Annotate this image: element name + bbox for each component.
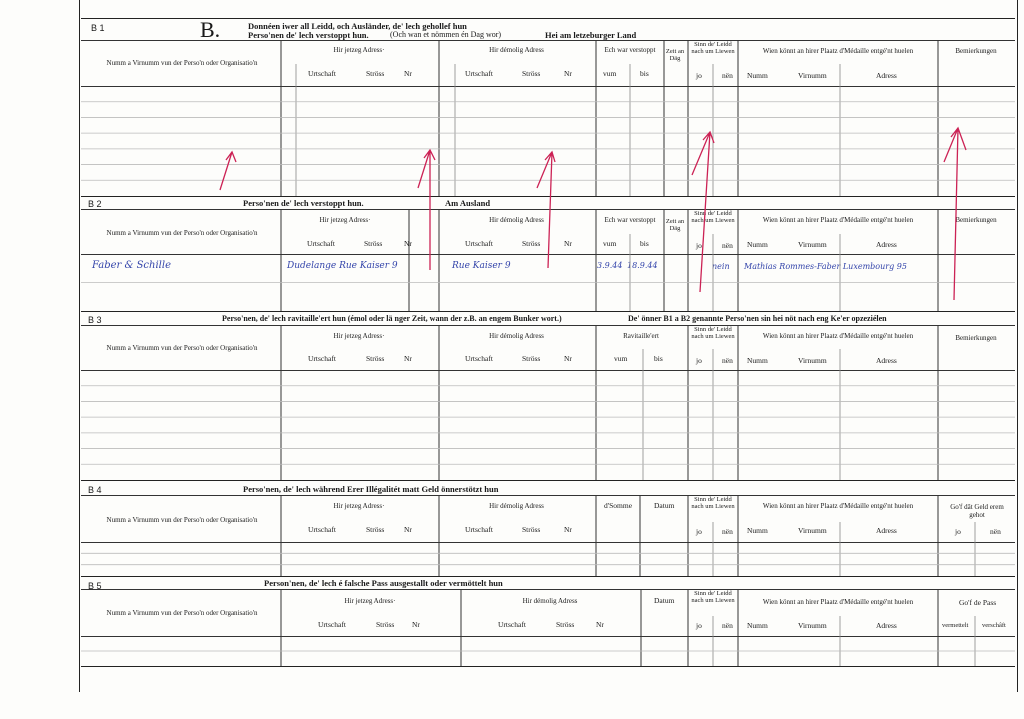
b4-firstname: Virnumm [798,526,827,535]
b4-old-street: Ströss [522,525,541,534]
b5-firstname: Virnumm [798,621,827,630]
b3-name-col-header: Numm a Virnumm vun der Perso'n oder Organisatio'n [106,344,258,352]
b2-address: Adress [876,240,897,249]
b2-hand-status: nein [712,262,730,271]
b2-old-street: Ströss [522,239,541,248]
b2-to: bis [640,239,649,248]
section-b3-title2: De' önner B1 a B2 genannte Perso'nen sin hei nöt nach eng Ke'er opzeziélen [628,314,887,323]
b2-old-town: Urtschaft [465,239,493,248]
section-b2-title: Perso'nen de' lech verstoppt hun. [243,198,364,208]
b5-nr: Nr [412,620,420,629]
form-title-place: Hei am letzeburger Land [545,30,637,40]
b4-name: Numm [747,526,768,535]
b2-no: nën [722,241,733,250]
b2-hand-old: Rue Kaiser 9 [452,261,511,271]
b2-hand-from: 3.9.44 [597,261,623,270]
b4-given-yes: jo [955,527,961,536]
b4-address: Adress [876,526,897,535]
b2-name: Numm [747,240,768,249]
b1-days-header: Zeit an Däg [665,48,685,63]
b5-old-street: Ströss [556,620,575,629]
b3-to: bis [654,354,663,363]
red-arrow-3 [537,152,555,268]
b1-nr: Nr [404,69,412,78]
b5-date-header: Datum [654,596,675,605]
b4-old-nr: Nr [564,525,572,534]
b4-street: Ströss [366,525,385,534]
b3-yes: jo [696,356,702,365]
b1-hid-header: Ech war verstoppt [604,46,656,54]
b5-name: Numm [747,621,768,630]
b2-name-col-header: Numm a Virnumm vun der Perso'n oder Organisatio'n [106,229,258,237]
section-b2-code: B 2 [88,199,102,209]
b2-street: Ströss [364,239,383,248]
b4-lost-life-header: Sinn de' Leidd nach um Liewen [691,496,735,511]
b2-nr: Nr [404,239,412,248]
b2-town: Urtschaft [307,239,335,248]
b4-old-address-header: Hir démolig Adress [489,502,544,510]
b3-old-town: Urtschaft [465,354,493,363]
b2-old-address-header: Hir démolig Adress [489,216,544,224]
b3-town: Urtschaft [308,354,336,363]
b5-medal-header: Wien könnt an hirer Plaatz d'Médaille entgé'nt huelen [762,598,914,606]
b3-no: nën [722,356,733,365]
b4-no: nën [722,527,733,536]
b3-old-street: Ströss [522,354,541,363]
b1-lost-life-header: Sinn de' Leidd nach um Liewen [691,41,735,56]
b4-given-header: Go'f dât Geld erem gehot [950,503,1004,520]
b1-name: Numm [747,71,768,80]
b2-hand-to: 18.9.44 [627,261,658,270]
b1-old-nr: Nr [564,69,572,78]
form-big-letter: B. [200,17,221,42]
b4-sum-header: d'Somme [604,501,633,510]
b3-old-nr: Nr [564,354,572,363]
b1-remarks-header: Bemierkungen [955,47,997,55]
b5-name-col-header: Numm a Virnumm vun der Perso'n oder Organisatio'n [106,609,258,617]
b3-old-address-header: Hir démolig Adress [489,332,544,340]
b3-firstname: Virnumm [798,356,827,365]
section-b3-title: Perso'nen, de' lech ravitaille'ert hun (émol oder lä nger Zeit, wann der z.B. an engem Bunker wort.) [222,314,562,323]
b1-to: bis [640,69,649,78]
b4-town: Urtschaft [308,525,336,534]
b1-name-col-header: Numm a Virnumm vun der Perso'n oder Organisatio'n [106,59,258,67]
form-title-line1: Donnéen iwer all Leidd, och Ausländer, de' lech gehollef hun [248,21,467,31]
b5-pass-lost: vermettelt [942,622,969,629]
b1-current-address-header: Hir jetzeg Adress· [333,46,385,54]
b2-old-nr: Nr [564,239,572,248]
b2-firstname: Virnumm [798,240,827,249]
b4-old-town: Urtschaft [465,525,493,534]
b3-name: Numm [747,356,768,365]
b4-nr: Nr [404,525,412,534]
b2-hand-name: Faber & Schille [92,260,171,271]
b5-no: nën [722,621,733,630]
b2-yes: jo [696,241,702,250]
section-b1-code: B 1 [91,23,105,33]
b5-pass-header: Go'f de Pass [959,598,997,607]
section-b5-title: Person'nen, de' lech é falsche Pass ausgestallt oder vermöttelt hun [264,578,503,588]
b2-from: vum [603,239,617,248]
b2-current-address-header: Hir jetzeg Adress· [319,216,371,224]
b2-hand-current: Dudelange Rue Kaiser 9 [287,261,398,271]
b1-address: Adress [876,71,897,80]
b3-nr: Nr [404,354,412,363]
form-title-note: (Och wan et nömmen én Dag wor) [390,30,502,39]
section-b3-code: B 3 [88,315,102,325]
b2-hid-header: Ech war verstoppt [604,216,656,224]
section-b4-code: B 4 [88,485,102,495]
b4-current-address-header: Hir jetzeg Adress· [333,502,385,510]
b3-medal-header: Wien könnt an hirer Plaatz d'Médaille entgé'nt huelen [762,332,914,340]
b2-remarks-header: Bemierkungen [955,216,997,224]
red-arrow-5 [944,128,966,300]
red-arrow-1 [220,152,236,190]
b4-yes: jo [696,527,702,536]
b3-street: Ströss [366,354,385,363]
b1-firstname: Virnumm [798,71,827,80]
b3-supplied-header: Ravitaille'ert [623,332,659,340]
b1-old-street: Ströss [522,69,541,78]
b4-date-header: Datum [654,501,675,510]
b5-current-address-header: Hir jetzeg Adress· [344,597,396,605]
red-arrow-4 [692,132,714,292]
form-title-line2: Perso'nen de' lech verstoppt hun. [248,30,369,40]
b1-old-town: Urtschaft [465,69,493,78]
red-arrow-2 [418,150,435,270]
b5-lost-life-header: Sinn de' Leidd nach um Liewen [691,590,735,605]
b5-yes: jo [696,621,702,630]
b1-from: vum [603,69,617,78]
b5-old-town: Urtschaft [498,620,526,629]
b5-pass-made: verschâft [982,622,1006,629]
b2-medal-header: Wien könnt an hirer Plaatz d'Médaille entgé'nt huelen [762,216,914,224]
b5-town: Urtschaft [318,620,346,629]
b1-town: Urtschaft [308,69,336,78]
b5-street: Ströss [376,620,395,629]
b5-address: Adress [876,621,897,630]
b3-remarks-header: Bemierkungen [955,334,997,342]
b4-given-no: nën [990,527,1001,536]
b3-current-address-header: Hir jetzeg Adress· [333,332,385,340]
b3-from: vum [614,354,628,363]
b2-hand-medal: Mathias Rommes-Faber Luxembourg 95 [744,262,907,271]
section-b2-place: Am Ausland [445,198,491,208]
b1-yes: jo [696,71,702,80]
b4-name-col-header: Numm a Virnumm vun der Perso'n oder Organisatio'n [106,516,258,524]
b1-no: nën [722,71,733,80]
b2-days-header: Zeit an Däg [665,218,685,233]
b5-old-address-header: Hir démolig Adress [522,597,578,605]
section-b4-title: Perso'nen, de' lech während Erer Illégalitét matt Geld önnerstötzt hun [243,484,499,494]
b1-street: Ströss [366,69,385,78]
b2-lost-life-header: Sinn de' Leidd nach um Liewen [691,210,735,225]
b1-old-address-header: Hir démolig Adress [489,46,544,54]
section-b5-code: B 5 [88,581,102,591]
b1-medal-header: Wien könnt an hirer Plaatz d'Médaille entgé'nt huelen [762,47,914,55]
b5-old-nr: Nr [596,620,604,629]
b3-lost-life-header: Sinn de' Leidd nach um Liewen [691,326,735,341]
b4-medal-header: Wien könnt an hirer Plaatz d'Médaille entgé'nt huelen [762,502,914,510]
b3-address: Adress [876,356,897,365]
